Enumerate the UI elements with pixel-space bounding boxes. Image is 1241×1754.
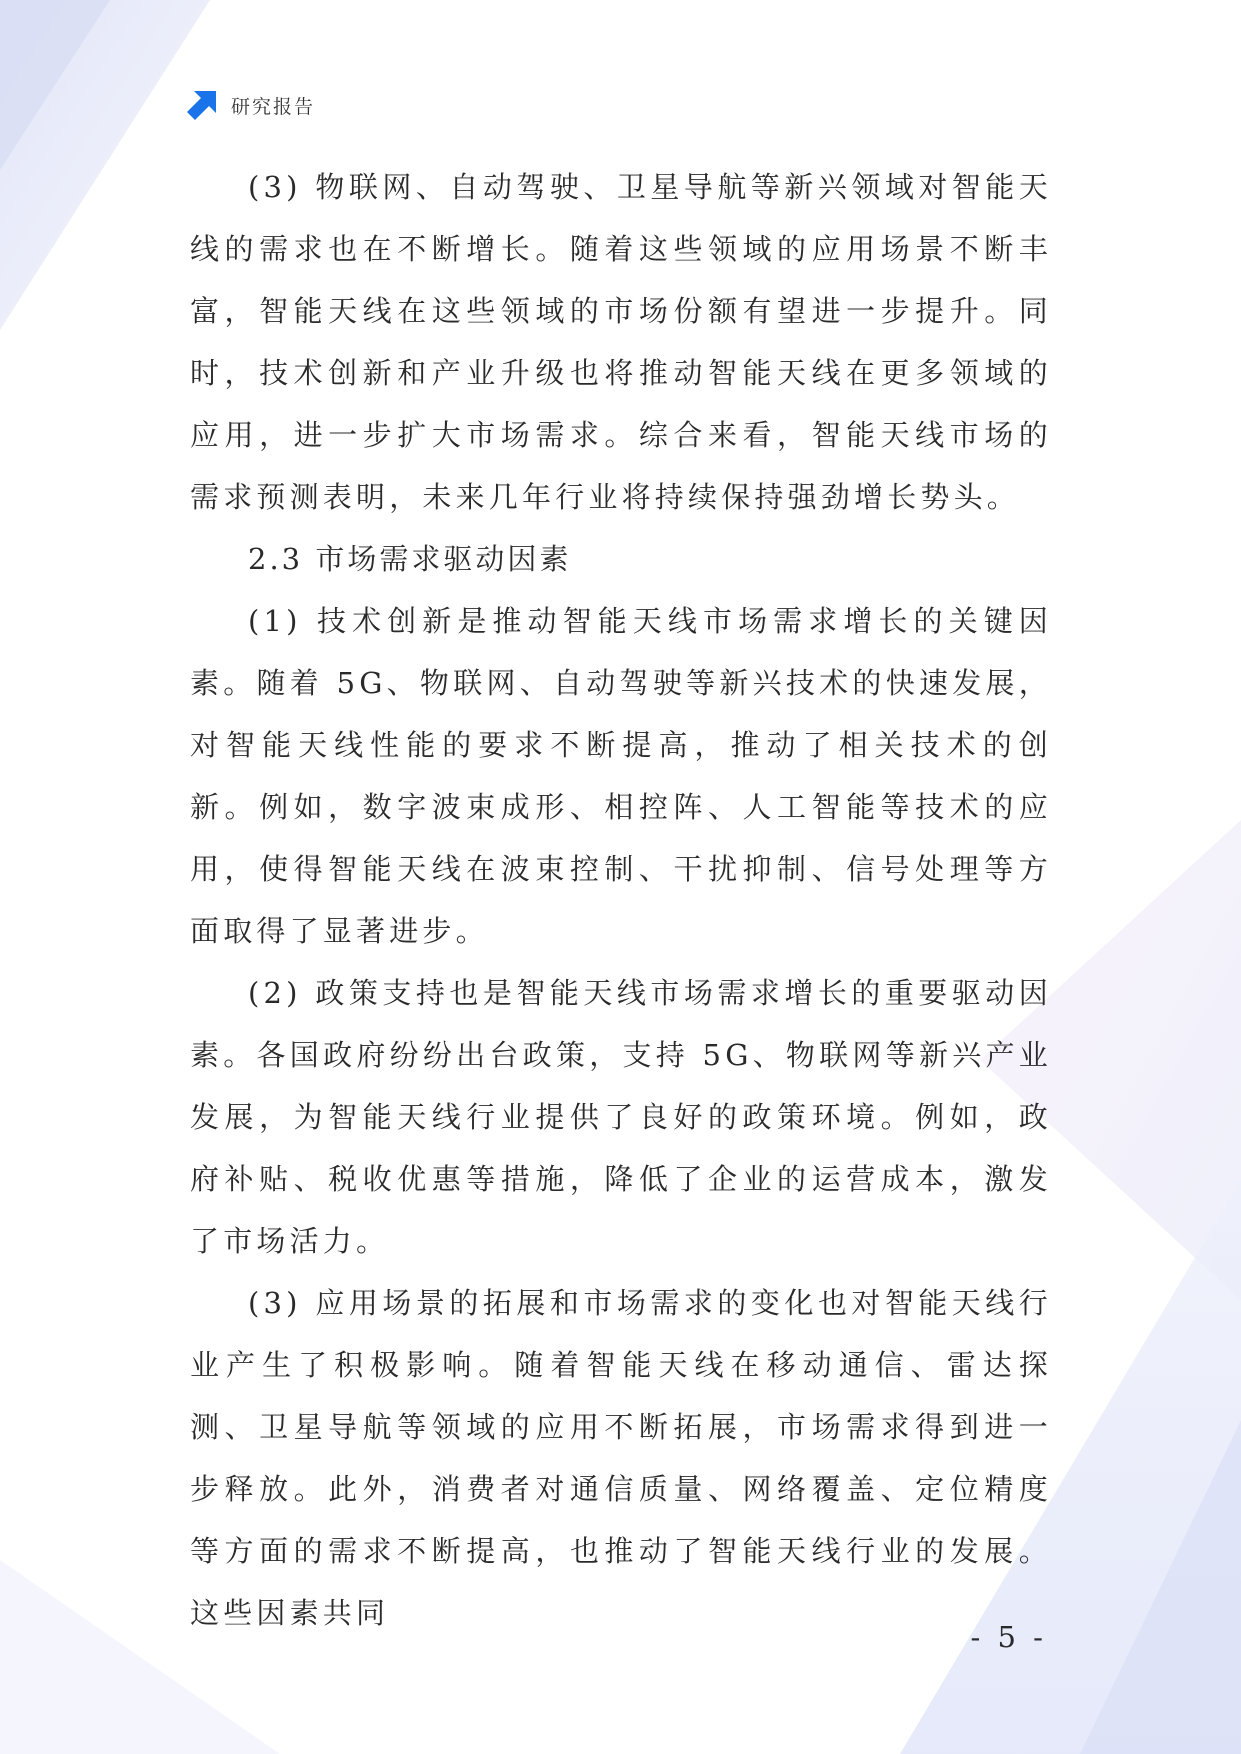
paragraph: (3) 应用场景的拓展和市场需求的变化也对智能天线行业产生了积极影响。随着智能天线在移动通信、雷达探测、卫星导航等领域的应用不断拓展，市场需求得到进一步释放。此外，消费者对通信质量、网络覆盖、定位精度等方面的需求不断提高，也推动了智能天线行业的发展。这些因素共同 — [190, 1286, 1052, 1630]
section-heading: 2.3 市场需求驱动因素 — [248, 542, 572, 576]
report-header — [185, 88, 315, 122]
paragraph: (1) 技术创新是推动智能天线市场需求增长的关键因素。随着 5G、物联网、自动驾驶等新兴技术的快速发展，对智能天线性能的要求不断提高，推动了相关技术的创新。例如，数字波束成形、相控阵、人工智能等技术的应用，使得智能天线在波束控制、干扰抑制、信号处理等方面取得了显著进步。 — [190, 604, 1052, 948]
report-body — [190, 156, 1052, 1644]
arrow-up-right-icon — [185, 88, 219, 122]
page-number: - 5 - — [970, 1620, 1047, 1654]
header-title: 研究报告 — [231, 95, 316, 118]
paragraph: (3) 物联网、自动驾驶、卫星导航等新兴领域对智能天线的需求也在不断增长。随着这些领域的应用场景不断丰富，智能天线在这些领域的市场份额有望进一步提升。同时，技术创新和产业升级也将推动智能天线在更多领域的应用，进一步扩大市场需求。综合来看，智能天线市场的需求预测表明，未来几年行业将持续保持强劲增长势头。 — [190, 170, 1052, 514]
paragraph: (2) 政策支持也是智能天线市场需求增长的重要驱动因素。各国政府纷纷出台政策，支持 5G、物联网等新兴产业发展，为智能天线行业提供了良好的政策环境。例如，政府补贴、税收优惠等措施，降低了企业的运营成本，激发了市场活力。 — [190, 976, 1052, 1258]
